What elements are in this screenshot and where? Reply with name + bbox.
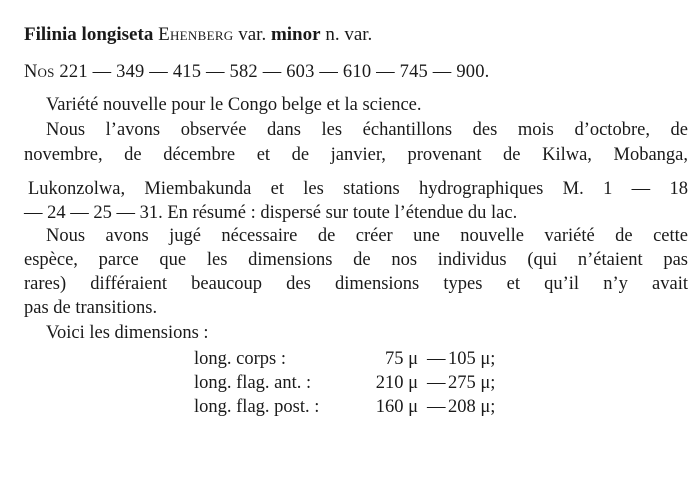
dimension-dash: — (427, 373, 446, 393)
paragraph-2-line-4: — 24 — 25 — 31. En résumé : dispersé sur toute l’étendue du lac. (24, 203, 518, 223)
paragraph-2-line-3: Lukonzolwa, Miembakunda et les stations hydrographiques M. 1 — 18 (28, 179, 688, 199)
paragraph-2-line-2: novembre, de décembre et de janvier, provenant de Kilwa, Mobanga, (24, 145, 688, 165)
dimension-dash: — (427, 349, 446, 369)
paragraph-2-line-1: Nous l’avons observée dans les échantillons des mois d’octobre, de (46, 120, 688, 140)
paragraph-1: Variété nouvelle pour le Congo belge et la science. (46, 95, 422, 115)
dimension-label: long. corps : (194, 349, 286, 369)
author-name: Ehenberg (158, 24, 234, 45)
paragraph-4: Voici les dimensions : (46, 323, 209, 343)
species-name: Filinia longiseta (24, 24, 154, 45)
new-variety-mark: n. var. (325, 24, 373, 45)
species-title (24, 24, 372, 46)
sample-numbers (24, 61, 490, 83)
dimension-label: long. flag. post. : (194, 397, 320, 417)
dimension-label: long. flag. ant. : (194, 373, 312, 393)
dimension-dash: — (427, 397, 446, 417)
dimension-min: 210 μ (375, 373, 418, 393)
numbers-prefix: Nos (24, 62, 55, 82)
paragraph-3-line-1: Nous avons jugé nécessaire de créer une nouvelle variété de cette (46, 226, 688, 246)
numbers-list: 221 — 349 — 415 — 582 — 603 — 610 — 745 — 900. (59, 62, 490, 82)
paragraph-3-line-4: pas de transitions. (24, 298, 158, 318)
dimension-min: 160 μ (375, 397, 418, 417)
var-text: var. (238, 24, 267, 45)
dimension-min: 75 μ (384, 349, 418, 369)
dimension-max: 105 μ; (448, 349, 496, 369)
dimension-max: 208 μ; (448, 397, 496, 417)
paragraph-3-line-3: rares) différaient beaucoup des dimensions types et qu’il n’y avait (24, 274, 688, 294)
paragraph-3-line-2: espèce, parce que les dimensions de nos individus (qui n’étaient pas (24, 250, 688, 270)
dimension-max: 275 μ; (448, 373, 496, 393)
variety-name: minor (270, 24, 321, 45)
